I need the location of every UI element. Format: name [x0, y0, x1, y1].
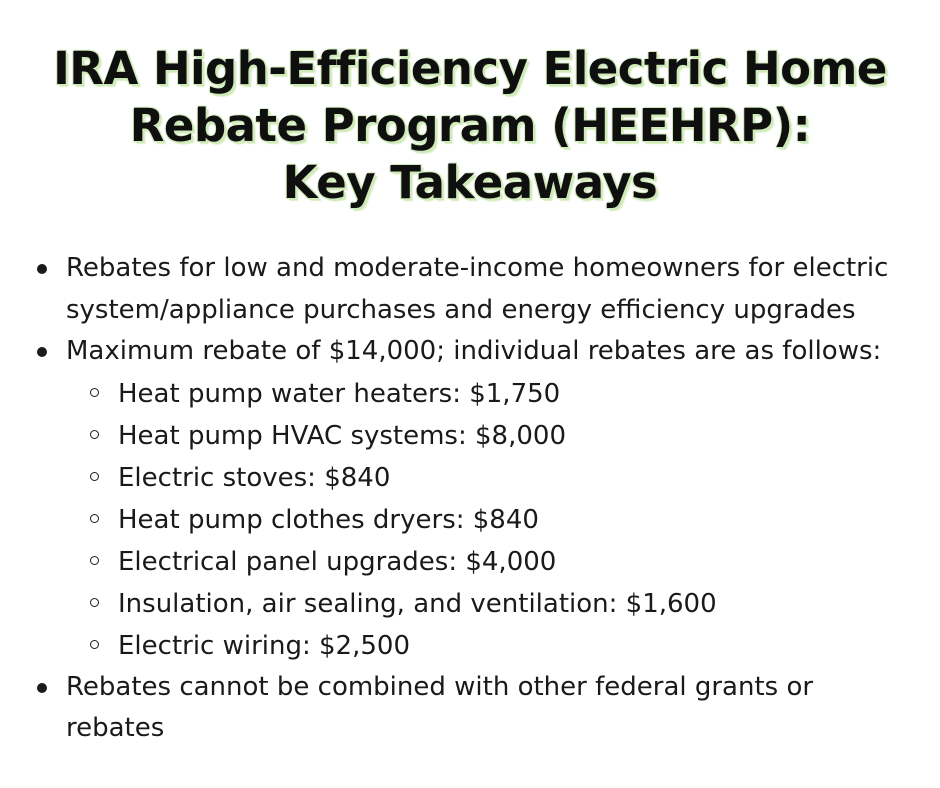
rebate-item-text: Electric wiring: $2,500 [118, 630, 410, 661]
takeaways-list [0, 248, 940, 750]
title-line-2: Rebate Program (HEEHRP): [129, 99, 811, 152]
circle-bullet-icon [90, 472, 99, 481]
rebate-item-text: Electrical panel upgrades: $4,000 [118, 546, 557, 577]
takeaway-text-line: Maximum rebate of $14,000; individual rebates are as follows: [66, 336, 882, 366]
circle-bullet-icon [90, 388, 99, 397]
takeaway-item-maximum [0, 331, 940, 373]
rebate-item-text: Heat pump water heaters: $1,750 [118, 378, 561, 409]
rebate-sublist [0, 373, 940, 667]
rebate-item-text: Heat pump HVAC systems: $8,000 [118, 420, 566, 451]
rebate-item-text: Insulation, air sealing, and ventilation: $1,600 [118, 588, 717, 619]
rebate-sublist-container [0, 373, 940, 667]
title-line-3: Key Takeaways [282, 156, 658, 209]
rebate-item-text: Electric stoves: $840 [118, 462, 391, 493]
takeaway-item-combination [0, 667, 940, 750]
rebate-item [0, 583, 940, 625]
takeaway-text-line: system/appliance purchases and energy efficiency upgrades [66, 294, 856, 325]
takeaway-text-line: rebates [66, 713, 165, 743]
takeaway-item-rebates [0, 248, 940, 331]
rebate-item [0, 541, 940, 583]
circle-bullet-icon [90, 514, 99, 523]
page-title [0, 40, 940, 211]
takeaway-text-line: Rebates cannot be combined with other federal grants or [66, 671, 814, 702]
circle-bullet-icon [90, 598, 99, 607]
rebate-item [0, 373, 940, 415]
rebate-item-text: Heat pump clothes dryers: $840 [118, 504, 539, 535]
circle-bullet-icon [90, 430, 99, 439]
rebate-item [0, 457, 940, 499]
rebate-item [0, 499, 940, 541]
takeaway-text-line: Rebates for low and moderate-income homeowners for electric [66, 253, 889, 283]
bullet-dot-icon [37, 264, 47, 274]
circle-bullet-icon [90, 556, 99, 565]
rebate-item [0, 415, 940, 457]
bullet-dot-icon [37, 683, 47, 693]
title-line-1: IRA High-Efficiency Electric Home [53, 42, 887, 95]
circle-bullet-icon [90, 640, 99, 649]
bullet-dot-icon [37, 347, 47, 357]
rebate-item [0, 625, 940, 667]
